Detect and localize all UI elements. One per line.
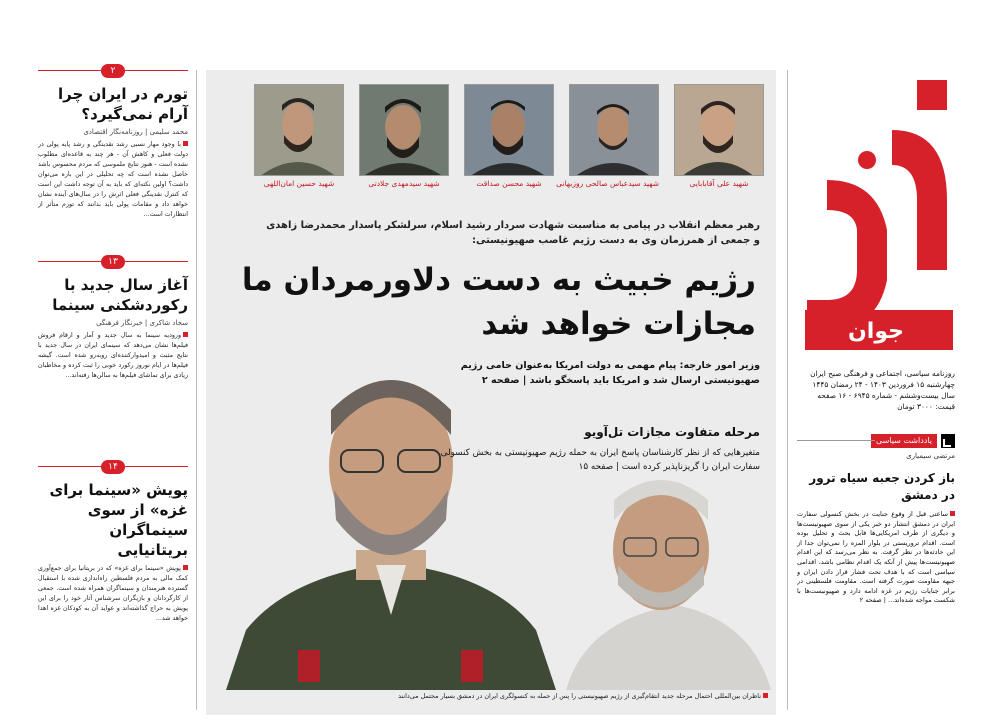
bullet-square-icon [183,332,188,337]
left-article-1[interactable] [38,66,188,254]
article-body: با وجود مهار نسبی رشد نقدینگی و رشد پایه پولی در دولت فعلی و کاهش آن - هر چند به قاعده‌ای مطلوب نشده است - هنوز نتایج ملموسی که مردم محسوس باشد حاصل نشده است که چه تحلیلی در این باره می‌توان داشت؟ اولین نکته‌ای که باید به آن توجه داشت این است که کنترل نقدینگی فعلی اثرش را در سال‌های آینده نشان خواهد داد و مقامات پولی باید بدانند که تورم متأثر از انتظارات است... [38,141,188,218]
bullet-square-icon [183,141,188,146]
page-badge: ۱۴ [101,460,125,474]
article-body: پویش «سینما برای غزه» که در بریتانیا برای جمع‌آوری کمک مالی به مردم فلسطین راه‌اندازی شده با استقبال گسترده هنرمندان و سینماگران همراه شده است. جمعی از کارگردانان و بازیگران سرشناس آثار خود را برای این پویش به حراج گذاشته‌اند و عواید آن به کودکان غزه اهدا خواهد شد... [38,565,188,622]
front-page-main [206,70,776,715]
bullet-square-icon [183,565,188,570]
article-headline[interactable]: تورم در ایران چرا آرام نمی‌گیرد؟ [58,85,188,123]
note-body: ساعتی قبل از وقوع جنایت در بخش کنسولی سفارت ایران در دمشق انتشار دو خبر یکی از سوی صهیونیست‌ها و دیگری از طرف امریکایی‌ها قابل بحث و تحلیل بوده است. اقدام تروریستی در بلوار المزه را نمی‌توان جدا از این حادثه‌ها در نظر گرفت. به نظر می‌رسد که این اقدام صهیونیست‌ها پیش از آنکه یک اقدام نظامی باشد، اقدامی سیاسی است که با هدف تحت فشار قرار دادن ایران و جبهه مقاومت صورت گرفته است. مقاومت فلسطینی در برابر جنایات رژیم در غزه ادامه دارد و صهیونیست‌ها با شکست مواجه شده‌اند... | صفحه ۲ [797,510,955,605]
martyr-portrait [674,84,764,194]
headline-overline: رهبر معظم انقلاب در پیامی به مناسبت شهادت سردار رشید اسلام، سرلشکر پاسدار محمدرضا زاهدی و جمعی از همرزمان وی به دست رژیم غاصب صهیونیستی: [266,220,760,246]
martyr-photo [674,84,764,176]
masthead-logo [797,70,955,360]
divider [797,440,875,441]
sub-story-2-body: متغیرهایی که از نظر کارشناسان پاسخ ایران به حمله رژیم صهیونیستی به بخش کنسولی سفارت ایران را گریزناپذیر کرده است | صفحه ۱۵ [440,448,760,472]
article-headline[interactable]: پویش «سینما برای غزه» از سوی سینماگران بریتانیایی [49,481,188,559]
martyr-photo [254,84,344,176]
left-article-3[interactable] [38,462,188,670]
article-headline[interactable]: آغاز سال جدید با رکوردشکنی سینما [52,276,188,314]
left-column [38,66,188,710]
photo-caption: ناظران بین‌المللی احتمال مرحله جدید انتقام‌گیری از رژیم صهیونیستی را پس از حمله به کنسولگری ایران در دمشق بسیار محتمل می‌دانند [208,692,768,700]
note-title[interactable]: باز کردن جعبه سیاه ترور در دمشق [809,471,955,502]
masthead-title: جوان [848,319,904,344]
page-badge: ۱۳ [101,255,125,269]
martyr-name: شهید محسن صداقت [476,179,542,188]
article-author: سجاد شاکری | خبرنگار فرهنگی [96,319,188,327]
section-label-bar [797,434,955,448]
section-label: یادداشت سیاسی [871,434,937,448]
martyr-name: شهید علی آقابابایی [689,179,749,188]
left-article-2[interactable] [38,257,188,461]
issue-info: روزنامه سیاسی، اجتماعی و فرهنگی صبح ایران چهارشنبه ۱۵ فروردین ۱۴۰۳ - ۲۴ رمضان ۱۴۴۵ سال بیست‌وششم - شماره ۶۹۴۵ - ۱۶ صفحه قیمت: ۳۰۰۰ تومان [810,369,955,411]
lead-photo [206,350,776,690]
martyr-portrait [464,84,554,194]
sub-story-2-title[interactable]: مرحله متفاوت مجازات تل‌آویو [584,425,760,439]
martyr-portrait [359,84,449,194]
article-body: ورودیه سینما به سال جدید و آمار و ارقام فروش فیلم‌ها نشان می‌دهد که سینمای ایران در سال جدید با نتایج مثبت و امیدوارکننده‌ای روبه‌رو شده است. گیشه فیلم‌ها در ایام نوروز رکورد خوبی را ثبت کرده و مخاطبان زیادی برای تماشای فیلم‌ها به سالن‌ها رفته‌اند... [38,332,188,379]
martyr-portrait [254,84,344,194]
bullet-square-icon [763,693,768,698]
main-headline[interactable]: رژیم خبیث به دست دلاورمردان ما مجازات خواهد شد [241,262,756,342]
page-badge: ۲ [101,64,125,78]
martyr-name: شهید حسین امان‌اللهی [263,179,335,188]
corner-arrow-icon [941,434,955,448]
martyr-photo [359,84,449,176]
martyr-name: شهید سیدمهدی جلادتی [368,179,440,188]
martyr-portrait [556,84,659,194]
martyr-photo [569,84,659,176]
column-divider [196,70,197,710]
martyr-photo [464,84,554,176]
sub-story-1[interactable]: وزیر امور خارجه: پیام مهمی به دولت امریکا به‌عنوان حامی رژیم صهیونیستی ارسال شد و امریکا باید پاسخگو باشد | صفحه ۲ [460,360,760,386]
note-author: مرتضی سیمیاری [906,452,955,460]
martyr-name: شهید سیدعباس صالحی روزبهانی [556,179,659,188]
column-divider [787,70,788,710]
bullet-square-icon [950,511,955,516]
article-author: محمد سلیمی | روزنامه‌نگار اقتصادی [83,128,188,136]
